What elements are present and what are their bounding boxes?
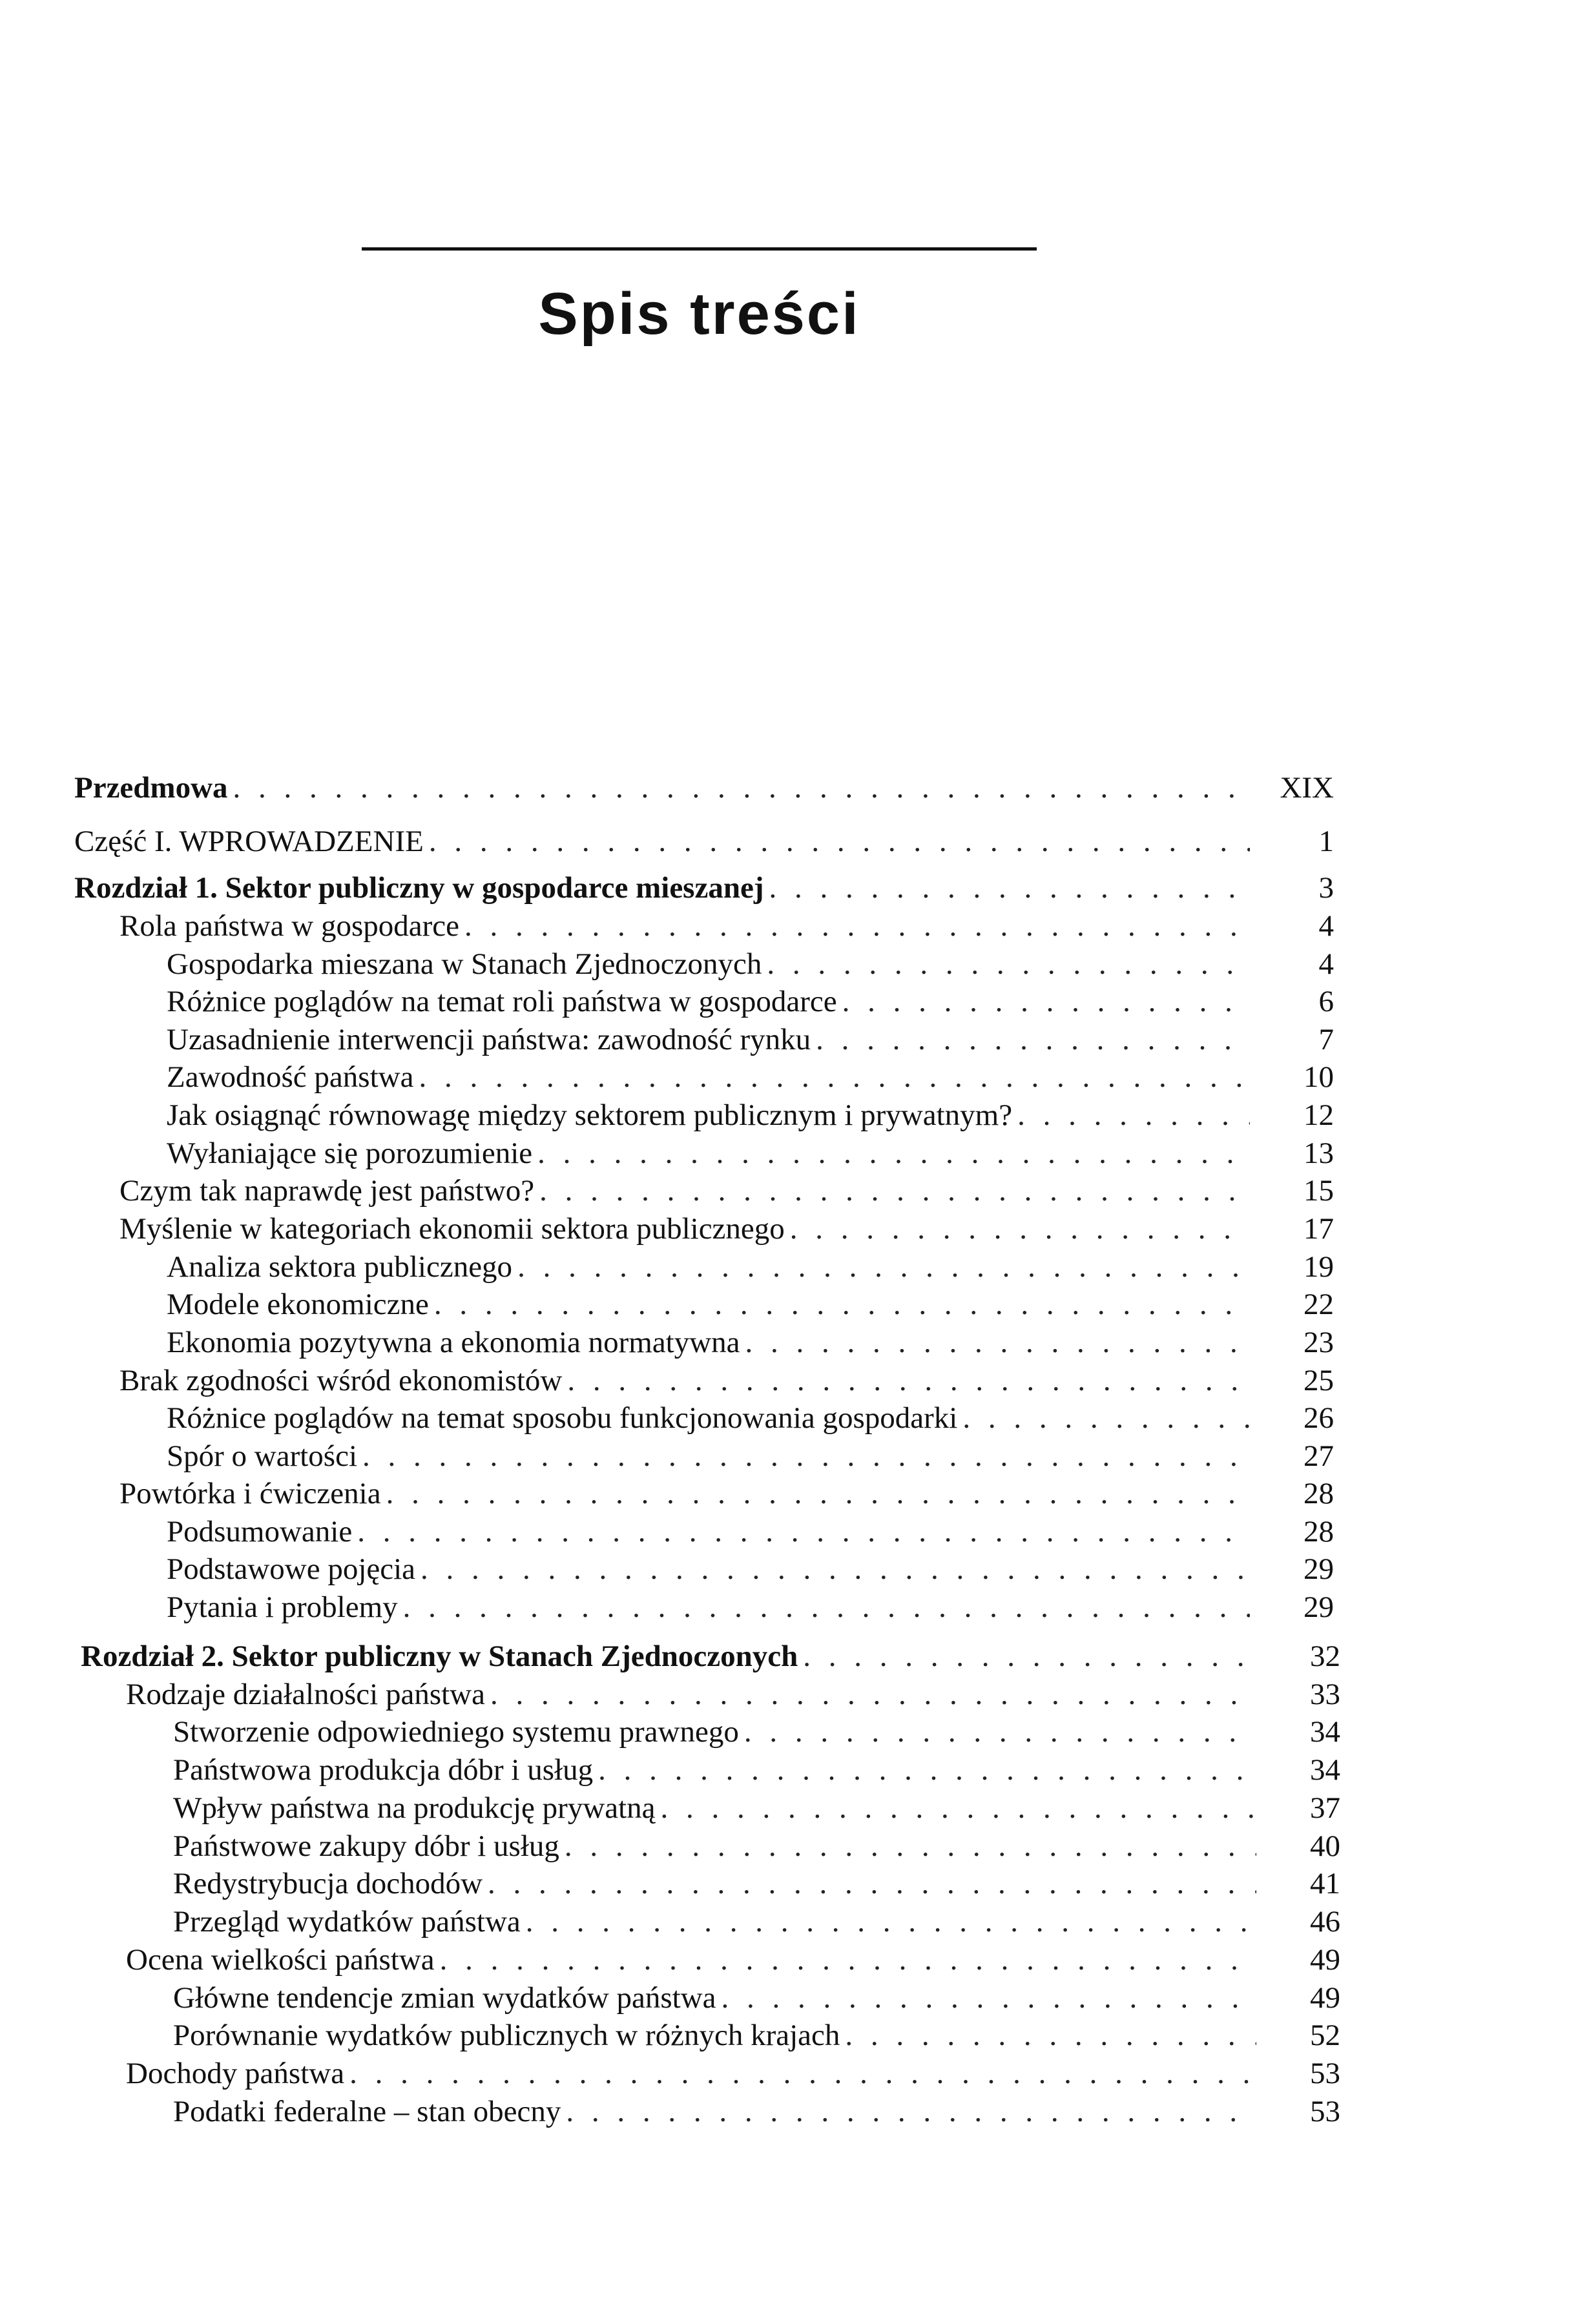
toc-entry-label: Jak osiągnąć równowagę między sektorem publicznym i prywatnym?	[167, 1100, 1017, 1131]
toc-entry	[167, 1092, 1334, 1131]
toc-entry-label: Ocena wielkości państwa	[126, 1945, 440, 1975]
toc-entry-page: 46	[1310, 1905, 1340, 1938]
toc-entry	[119, 1357, 1334, 1396]
toc-leader-dots	[349, 2059, 1256, 2089]
toc-leader-dots	[767, 949, 1250, 980]
toc-leader-dots	[845, 2021, 1256, 2051]
toc-entry-label: Rozdział 1. Sektor publiczny w gospodarce mieszanej	[74, 873, 769, 903]
toc-entry	[119, 1206, 1334, 1244]
toc-entry-page: 27	[1303, 1439, 1334, 1473]
toc-entry-page: 29	[1303, 1552, 1334, 1586]
toc-entry	[167, 1281, 1334, 1320]
toc-leader-dots	[490, 1680, 1256, 1710]
toc-entry	[167, 1054, 1334, 1093]
toc-leader-dots	[842, 987, 1250, 1017]
toc-entry-label: Różnice poglądów na temat sposobu funkcjonowania gospodarki	[167, 1403, 962, 1434]
toc-leader-dots	[1017, 1100, 1250, 1131]
toc-leader-dots	[233, 773, 1250, 803]
toc-entry	[74, 818, 1334, 857]
toc-entry-label: Podatki federalne – stan obecny	[173, 2097, 566, 2127]
toc-entry-label: Wyłaniające się porozumienie	[167, 1138, 537, 1169]
toc-leader-dots	[429, 827, 1250, 857]
toc-entry	[167, 1130, 1334, 1169]
toc-leader-dots	[362, 1441, 1250, 1472]
toc-entry-page: 1	[1318, 825, 1334, 858]
toc-entry-page: 41	[1310, 1867, 1340, 1900]
toc-entry-label: Pytania i problemy	[167, 1592, 403, 1623]
toc-entry-label: Część I. WPROWADZENIE	[74, 827, 429, 857]
toc-entry-label: Przegląd wydatków państwa	[173, 1907, 526, 1937]
toc-entry-label: Przedmowa	[74, 773, 233, 803]
toc-entry-page: 40	[1310, 1829, 1340, 1863]
toc-entry	[167, 1546, 1334, 1585]
toc-entry	[119, 1470, 1334, 1509]
toc-leader-dots	[745, 1328, 1250, 1358]
toc-leader-dots	[419, 1062, 1250, 1093]
toc-entry-label: Ekonomia pozytywna a ekonomia normatywna	[167, 1328, 745, 1358]
toc-entry	[173, 1709, 1340, 1747]
toc-entry-page: 25	[1303, 1364, 1334, 1397]
toc-entry-page: 37	[1310, 1791, 1340, 1825]
toc-leader-dots	[769, 873, 1250, 903]
toc-leader-dots	[421, 1554, 1250, 1585]
toc-entry-page: 4	[1318, 947, 1334, 981]
toc-entry-label: Powtórka i ćwiczenia	[119, 1479, 386, 1509]
toc-leader-dots	[488, 1869, 1256, 1899]
toc-leader-dots	[722, 1983, 1256, 2013]
toc-entry	[167, 1244, 1334, 1282]
toc-entry	[167, 1508, 1334, 1547]
toc-leader-dots	[440, 1945, 1256, 1975]
toc-entry-label: Państwowa produkcja dóbr i usług	[173, 1755, 598, 1785]
toc-leader-dots	[357, 1517, 1250, 1547]
toc-entry-page: 12	[1303, 1098, 1334, 1132]
toc-entry-label: Brak zgodności wśród ekonomistów	[119, 1366, 567, 1396]
toc-leader-dots	[537, 1138, 1250, 1169]
toc-entry	[167, 941, 1334, 980]
toc-entry-page: 49	[1310, 1943, 1340, 1977]
toc-entry-page: 53	[1310, 2057, 1340, 2090]
toc-entry-page: 34	[1310, 1753, 1340, 1787]
toc-entry	[167, 1319, 1334, 1358]
toc-entry	[74, 865, 1334, 903]
toc-entry-page: 33	[1310, 1678, 1340, 1711]
toc-entry-page: 15	[1303, 1174, 1334, 1208]
toc-entry	[126, 2050, 1340, 2089]
toc-entry-page: 6	[1318, 985, 1334, 1018]
toc-entry	[173, 2088, 1340, 2127]
toc-leader-dots	[598, 1755, 1256, 1785]
toc-entry	[173, 1860, 1340, 1899]
toc-entry	[119, 1167, 1334, 1206]
toc-entry-label: Zawodność państwa	[167, 1062, 419, 1093]
toc-leader-dots	[403, 1592, 1250, 1623]
toc-leader-dots	[566, 2097, 1256, 2127]
toc-leader-dots	[539, 1176, 1250, 1206]
toc-entry-label: Gospodarka mieszana w Stanach Zjednoczonych	[167, 949, 767, 980]
toc-entry-page: 7	[1318, 1023, 1334, 1056]
toc-entry	[167, 1433, 1334, 1472]
toc-entry-label: Rodzaje działalności państwa	[126, 1680, 490, 1710]
toc-leader-dots	[526, 1907, 1256, 1937]
toc-entry	[81, 1633, 1340, 1672]
toc-entry	[173, 1823, 1340, 1862]
toc-entry-page: 23	[1303, 1326, 1334, 1359]
toc-entry-label: Uzasadnienie interwencji państwa: zawodność rynku	[167, 1025, 816, 1055]
toc-entry-page: 10	[1303, 1060, 1334, 1094]
toc-entry	[173, 1898, 1340, 1937]
toc-entry-label: Czym tak naprawdę jest państwo?	[119, 1176, 539, 1206]
toc-leader-dots	[661, 1793, 1256, 1824]
toc-entry	[119, 903, 1334, 941]
toc-entry-page: 17	[1303, 1212, 1334, 1246]
toc-entry-page: 53	[1310, 2095, 1340, 2128]
toc-entry-page: 26	[1303, 1401, 1334, 1435]
toc-entry-label: Porównanie wydatków publicznych w różnych krajach	[173, 2021, 845, 2051]
toc-leader-dots	[567, 1366, 1250, 1396]
toc-leader-dots	[962, 1403, 1250, 1434]
toc-entry	[167, 1016, 1334, 1055]
toc-leader-dots	[434, 1290, 1250, 1320]
toc-entry-label: Główne tendencje zmian wydatków państwa	[173, 1983, 722, 2013]
toc-leader-dots	[565, 1831, 1256, 1862]
toc-entry-page: 52	[1310, 2019, 1340, 2052]
toc-entry	[173, 1785, 1340, 1824]
toc-entry-page: 49	[1310, 1981, 1340, 2015]
toc-entry	[173, 2012, 1340, 2051]
toc-entry-label: Podsumowanie	[167, 1517, 357, 1547]
toc-entry-page: 32	[1310, 1640, 1340, 1673]
toc-entry-label: Stworzenie odpowiedniego systemu prawnego	[173, 1717, 744, 1747]
toc-entry-label: Podstawowe pojęcia	[167, 1554, 421, 1585]
toc-entry-page: 4	[1318, 909, 1334, 943]
toc-entry-page: 34	[1310, 1715, 1340, 1749]
toc-entry-label: Modele ekonomiczne	[167, 1290, 434, 1320]
toc-entry	[74, 765, 1334, 803]
toc-entry-page: 22	[1303, 1288, 1334, 1321]
toc-entry	[126, 1937, 1340, 1975]
toc-leader-dots	[816, 1025, 1250, 1055]
toc-entry-page: XIX	[1280, 771, 1334, 805]
toc-entry-label: Spór o wartości	[167, 1441, 362, 1472]
toc-entry-page: 13	[1303, 1136, 1334, 1170]
toc-entry-page: 3	[1318, 871, 1334, 905]
toc-entry	[173, 1975, 1340, 2013]
toc-entry-label: Dochody państwa	[126, 2059, 349, 2089]
toc-entry-page: 28	[1303, 1477, 1334, 1510]
toc-entry-label: Rola państwa w gospodarce	[119, 911, 464, 941]
toc-entry-label: Myślenie w kategoriach ekonomii sektora publicznego	[119, 1214, 790, 1244]
toc-entry	[167, 1395, 1334, 1434]
toc-entry-page: 28	[1303, 1515, 1334, 1548]
toc-leader-dots	[744, 1717, 1256, 1747]
toc-entry-label: Redystrybucja dochodów	[173, 1869, 488, 1899]
toc-leader-dots	[386, 1479, 1250, 1509]
toc-entry	[126, 1671, 1340, 1710]
toc-leader-dots	[517, 1252, 1250, 1282]
toc-entry-label: Wpływ państwa na produkcję prywatną	[173, 1793, 661, 1824]
toc-leader-dots	[803, 1641, 1256, 1672]
toc-entry	[167, 1584, 1334, 1623]
toc-entry-label: Różnice poglądów na temat roli państwa w gospodarce	[167, 987, 842, 1017]
page-title: Spis treści	[538, 281, 860, 347]
toc-entry-page: 29	[1303, 1590, 1334, 1624]
toc-entry	[173, 1747, 1340, 1785]
toc-entry-label: Państwowe zakupy dóbr i usług	[173, 1831, 565, 1862]
toc-entry-label: Rozdział 2. Sektor publiczny w Stanach Zjednoczonych	[81, 1641, 803, 1672]
toc-leader-dots	[790, 1214, 1250, 1244]
toc-leader-dots	[464, 911, 1250, 941]
toc-entry-label: Analiza sektora publicznego	[167, 1252, 517, 1282]
toc-entry-page: 19	[1303, 1250, 1334, 1284]
toc-entry	[167, 978, 1334, 1017]
